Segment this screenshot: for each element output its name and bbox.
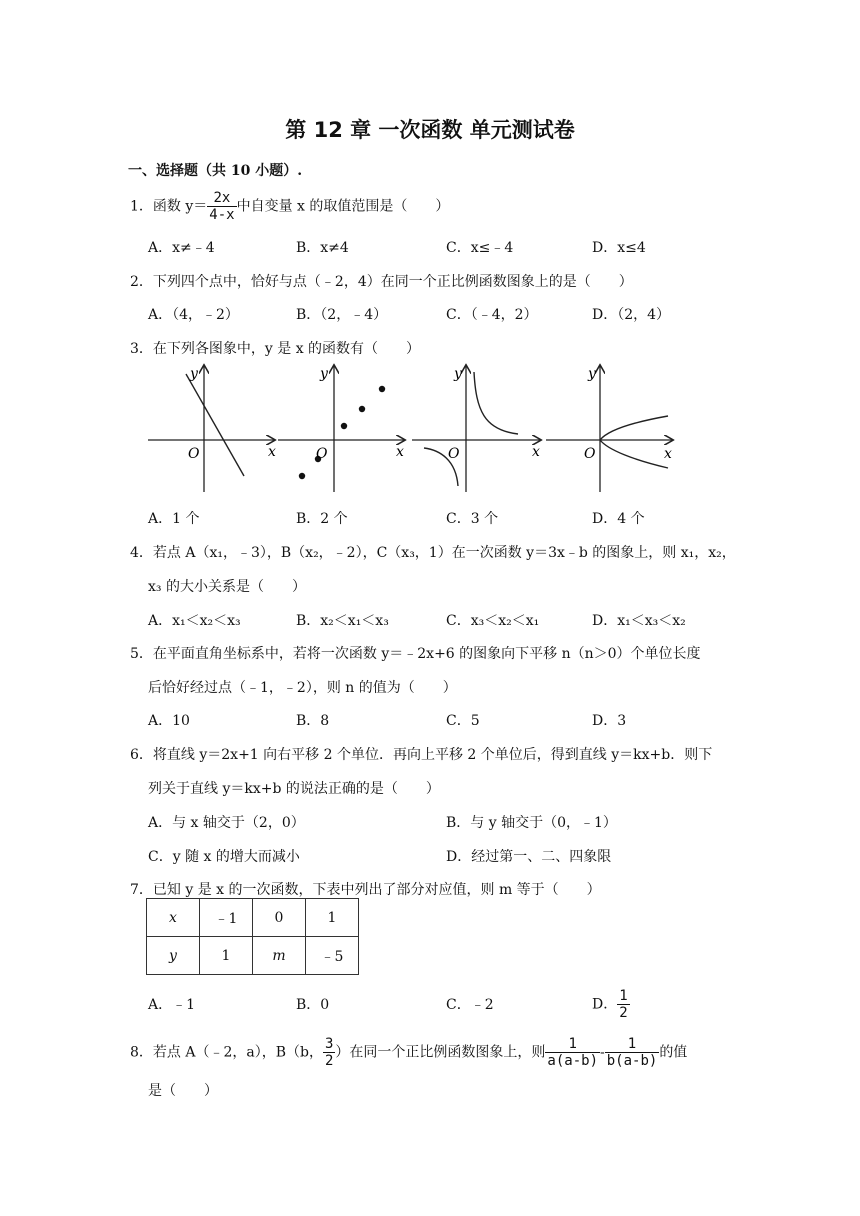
y-axis-label: y [588, 366, 596, 382]
table-cell: ﹣1 [200, 899, 253, 937]
table-cell: y [147, 937, 200, 975]
table-cell: 1 [200, 937, 253, 975]
question-7: 7．已知 y 是 x 的一次函数，下表中列出了部分对应值，则 m 等于（ ） [130, 882, 601, 898]
fraction [617, 988, 629, 1021]
question-2: 2．下列四个点中，恰好与点（﹣2，4）在同一个正比例函数图象上的是（ ） [130, 274, 633, 290]
table-row [147, 899, 359, 937]
fraction [207, 190, 236, 223]
option-d: D．（2，4） [592, 307, 671, 323]
fraction-denominator: a(a-b) [547, 1053, 598, 1069]
minus-sign: - [600, 1044, 605, 1061]
page-title: 第 12 章 一次函数 单元测试卷 [285, 118, 575, 142]
option-c: C．x≤﹣4 [446, 240, 514, 256]
data-point [379, 386, 385, 392]
x-axis-label: x [532, 444, 540, 460]
option-b: B．（2，﹣4） [296, 307, 388, 323]
option-a: A．与 x 轴交于（2，0） [148, 815, 305, 831]
origin-label: O [448, 446, 460, 462]
question-5-line1: 5．在平面直角坐标系中，若将一次函数 y＝﹣2x+6 的图象向下平移 n（n＞0）个单位长度 [130, 646, 701, 662]
question-6-line2: 列关于直线 y＝kx+b 的说法正确的是（ ） [148, 781, 440, 797]
section-heading: 一、选择题（共 10 小题）. [128, 163, 303, 179]
table-cell: x [147, 899, 200, 937]
graph-points [276, 360, 410, 496]
table-cell: m [253, 937, 306, 975]
x-axis-label: x [664, 446, 672, 462]
option-b: B．2 个 [296, 511, 348, 527]
fraction-denominator: 4-x [209, 207, 235, 223]
table-row [147, 937, 359, 975]
option-d: D．x₁＜x₃＜x₂ [592, 613, 686, 629]
fraction-denominator: b(a-b) [606, 1053, 658, 1069]
option-d: D．3 [592, 713, 627, 729]
table-cell: 0 [253, 899, 306, 937]
option-a: A．x₁＜x₂＜x₃ [148, 613, 241, 629]
hyperbola-branch [474, 372, 518, 434]
fraction [545, 1036, 600, 1069]
option-d: D．4 个 [592, 511, 645, 527]
x-axis-label: x [268, 444, 276, 460]
fraction-denominator: 2 [324, 1053, 334, 1069]
option-c: C．3 个 [446, 511, 499, 527]
graph-line [146, 360, 280, 496]
option-d: D．x≤4 [592, 240, 646, 256]
question-6-line1: 6．将直线 y＝2x+1 向右平移 2 个单位．再向上平移 2 个单位后，得到直线 y＝kx+b．则下 [130, 747, 713, 763]
fraction-denominator: 2 [619, 1005, 628, 1021]
y-axis-label: y [190, 366, 198, 382]
option-d: D．经过第一、二、四象限 [446, 849, 612, 865]
fraction-numerator: 3 [324, 1036, 334, 1052]
option-a: A．x≠﹣4 [148, 240, 215, 256]
option-b: B．x≠4 [296, 240, 349, 256]
y-axis-label: y [454, 366, 462, 382]
option-label: D． [592, 996, 618, 1013]
option-b: B．x₂＜x₁＜x₃ [296, 613, 389, 629]
graph-parabola [544, 360, 678, 496]
fraction-numerator: 1 [605, 1036, 660, 1053]
option-c: C．y 随 x 的增大而减小 [148, 849, 300, 865]
question-3: 3．在下列各图象中，y 是 x 的函数有（ ） [130, 341, 421, 357]
table-cell: ﹣5 [306, 937, 359, 975]
table-cell: 1 [306, 899, 359, 937]
question-1 [130, 190, 449, 223]
value-table [146, 898, 359, 975]
data-point [299, 473, 305, 479]
option-b: B．与 y 轴交于（0，﹣1） [446, 815, 617, 831]
question-4-line2: x₃ 的大小关系是（ ） [148, 579, 306, 595]
x-axis-label: x [396, 444, 404, 460]
option-c: C．（﹣4，2） [446, 307, 538, 323]
origin-label: O [316, 446, 328, 462]
question-number: 1． [130, 198, 153, 215]
option-a: A．1 个 [148, 511, 200, 527]
option-a: A．﹣1 [148, 997, 196, 1013]
question-text: ）在同一个正比例函数图象上，则 [335, 1044, 546, 1061]
parabola-curve [600, 416, 668, 468]
option-a: A．10 [148, 713, 190, 729]
question-8-line1 [130, 1036, 687, 1069]
option-c: C．﹣2 [446, 997, 494, 1013]
option-a: A．（4，﹣2） [148, 307, 239, 323]
option-b: B．8 [296, 713, 330, 729]
option-c: C．5 [446, 713, 480, 729]
data-point [341, 423, 347, 429]
question-8-line2: 是（ ） [148, 1083, 218, 1099]
question-text: 的值 [659, 1044, 688, 1061]
question-text: 中自变量 x 的取值范围是（ ） [236, 198, 450, 215]
fraction [323, 1036, 335, 1069]
option-c: C．x₃＜x₂＜x₁ [446, 613, 540, 629]
fraction-numerator: 1 [619, 988, 628, 1004]
y-axis-label: y [320, 366, 328, 382]
question-text: 8．若点 A（﹣2，a），B（b， [130, 1044, 323, 1061]
option-d [592, 988, 630, 1021]
fraction [605, 1036, 660, 1069]
data-point [359, 406, 365, 412]
option-b: B．0 [296, 997, 330, 1013]
graph-hyperbola [410, 360, 544, 496]
question-text: 函数 y＝ [152, 198, 208, 215]
question-4-line1: 4．若点 A（x₁，﹣3），B（x₂，﹣2），C（x₃，1）在一次函数 y＝3x﹣b 的图象上，则 x₁，x₂， [130, 545, 736, 561]
question-5-line2: 后恰好经过点（﹣1，﹣2），则 n 的值为（ ） [148, 680, 457, 696]
origin-label: O [188, 446, 200, 462]
origin-label: O [584, 446, 596, 462]
fraction-numerator: 2x [207, 190, 236, 207]
fraction-numerator: 1 [545, 1036, 600, 1053]
